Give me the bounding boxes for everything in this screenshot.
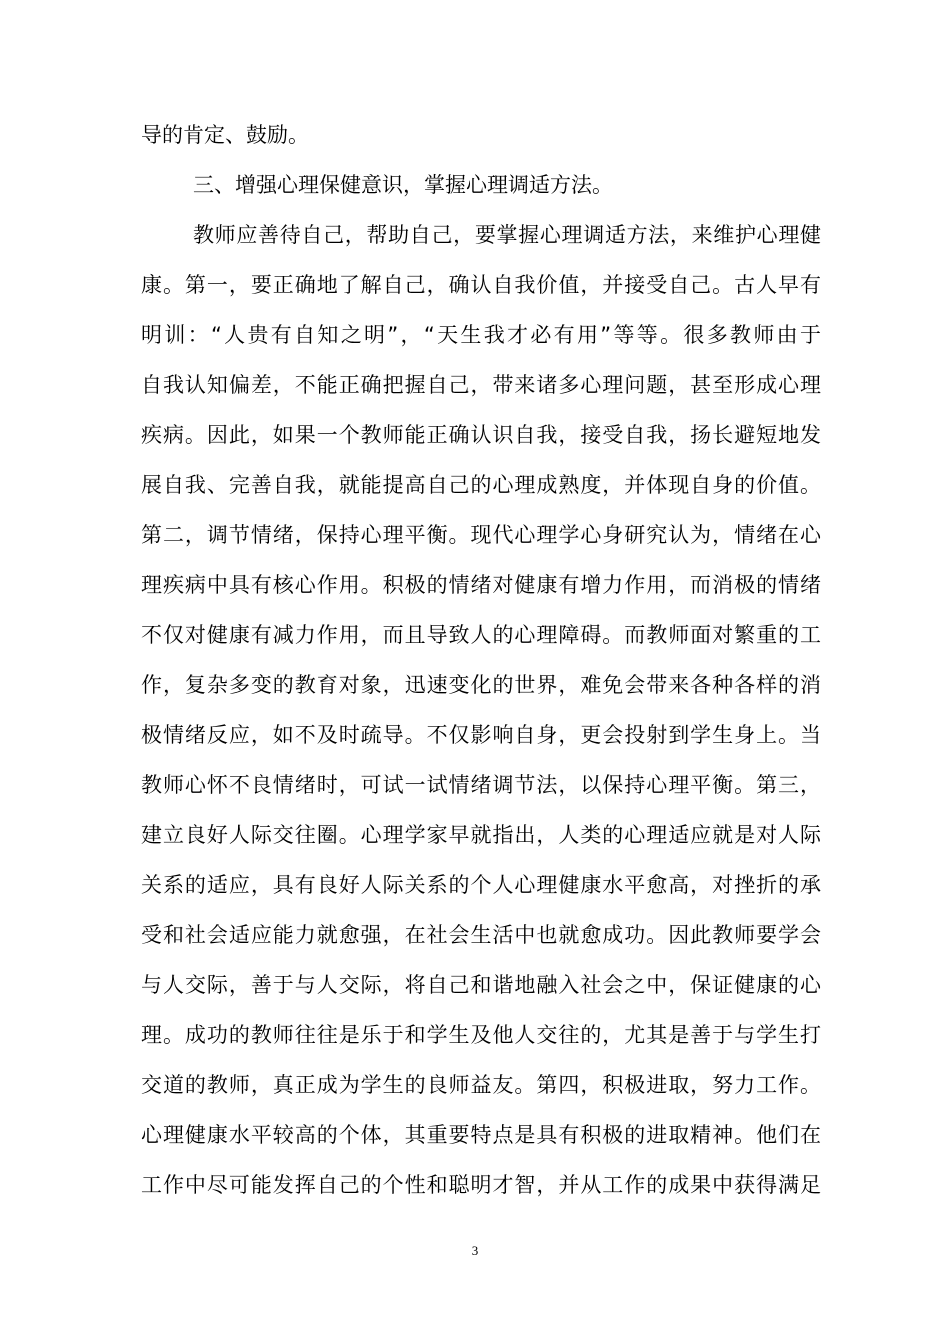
text-line: 极情绪反应，如不及时疏导。不仅影响自身，更会投射到学生身上。当 xyxy=(141,723,821,747)
text-line: 康。第一，要正确地了解自己，确认自我价值，并接受自己。古人早有 xyxy=(141,273,821,297)
text-line: 自我认知偏差，不能正确把握自己，带来诸多心理问题，甚至形成心理 xyxy=(141,373,821,397)
page-number: 3 xyxy=(471,1243,479,1258)
text-line: 不仅对健康有减力作用，而且导致人的心理障碍。而教师面对繁重的工 xyxy=(141,623,821,647)
text-line: 交道的教师，真正成为学生的良师益友。第四，积极进取，努力工作。 xyxy=(141,1073,821,1097)
text-line: 教师心怀不良情绪时，可试一试情绪调节法，以保持心理平衡。第三， xyxy=(141,773,821,797)
text-line: 第二，调节情绪，保持心理平衡。现代心理学心身研究认为，情绪在心 xyxy=(141,523,821,547)
text-line: 心理健康水平较高的个体，其重要特点是具有积极的进取精神。他们在 xyxy=(141,1123,821,1147)
text-line: 疾病。因此，如果一个教师能正确认识自我，接受自我，扬长避短地发 xyxy=(141,423,821,447)
text-line: 与人交际，善于与人交际，将自己和谐地融入社会之中，保证健康的心 xyxy=(141,973,821,997)
text-line: 工作中尽可能发挥自己的个性和聪明才智，并从工作的成果中获得满足 xyxy=(141,1173,821,1197)
text-line: 理。成功的教师往往是乐于和学生及他人交往的，尤其是善于与学生打 xyxy=(141,1023,821,1047)
text-line: 受和社会适应能力就愈强，在社会生活中也就愈成功。因此教师要学会 xyxy=(141,923,821,947)
text-line: 明训：“人贵有自知之明”，“天生我才必有用”等等。很多教师由于 xyxy=(141,323,821,347)
text-line: 导的肯定、鼓励。 xyxy=(141,123,309,147)
text-line: 关系的适应，具有良好人际关系的个人心理健康水平愈高，对挫折的承 xyxy=(141,873,821,897)
text-line: 教师应善待自己，帮助自己，要掌握心理调适方法，来维护心理健 xyxy=(193,223,821,247)
text-line: 作，复杂多变的教育对象，迅速变化的世界，难免会带来各种各样的消 xyxy=(141,673,821,697)
section-heading: 三、增强心理保健意识，掌握心理调适方法。 xyxy=(193,173,613,197)
text-line: 理疾病中具有核心作用。积极的情绪对健康有增力作用，而消极的情绪 xyxy=(141,573,821,597)
text-line: 展自我、完善自我，就能提高自己的心理成熟度，并体现自身的价值。 xyxy=(141,473,821,497)
text-line: 建立良好人际交往圈。心理学家早就指出，人类的心理适应就是对人际 xyxy=(141,823,821,847)
